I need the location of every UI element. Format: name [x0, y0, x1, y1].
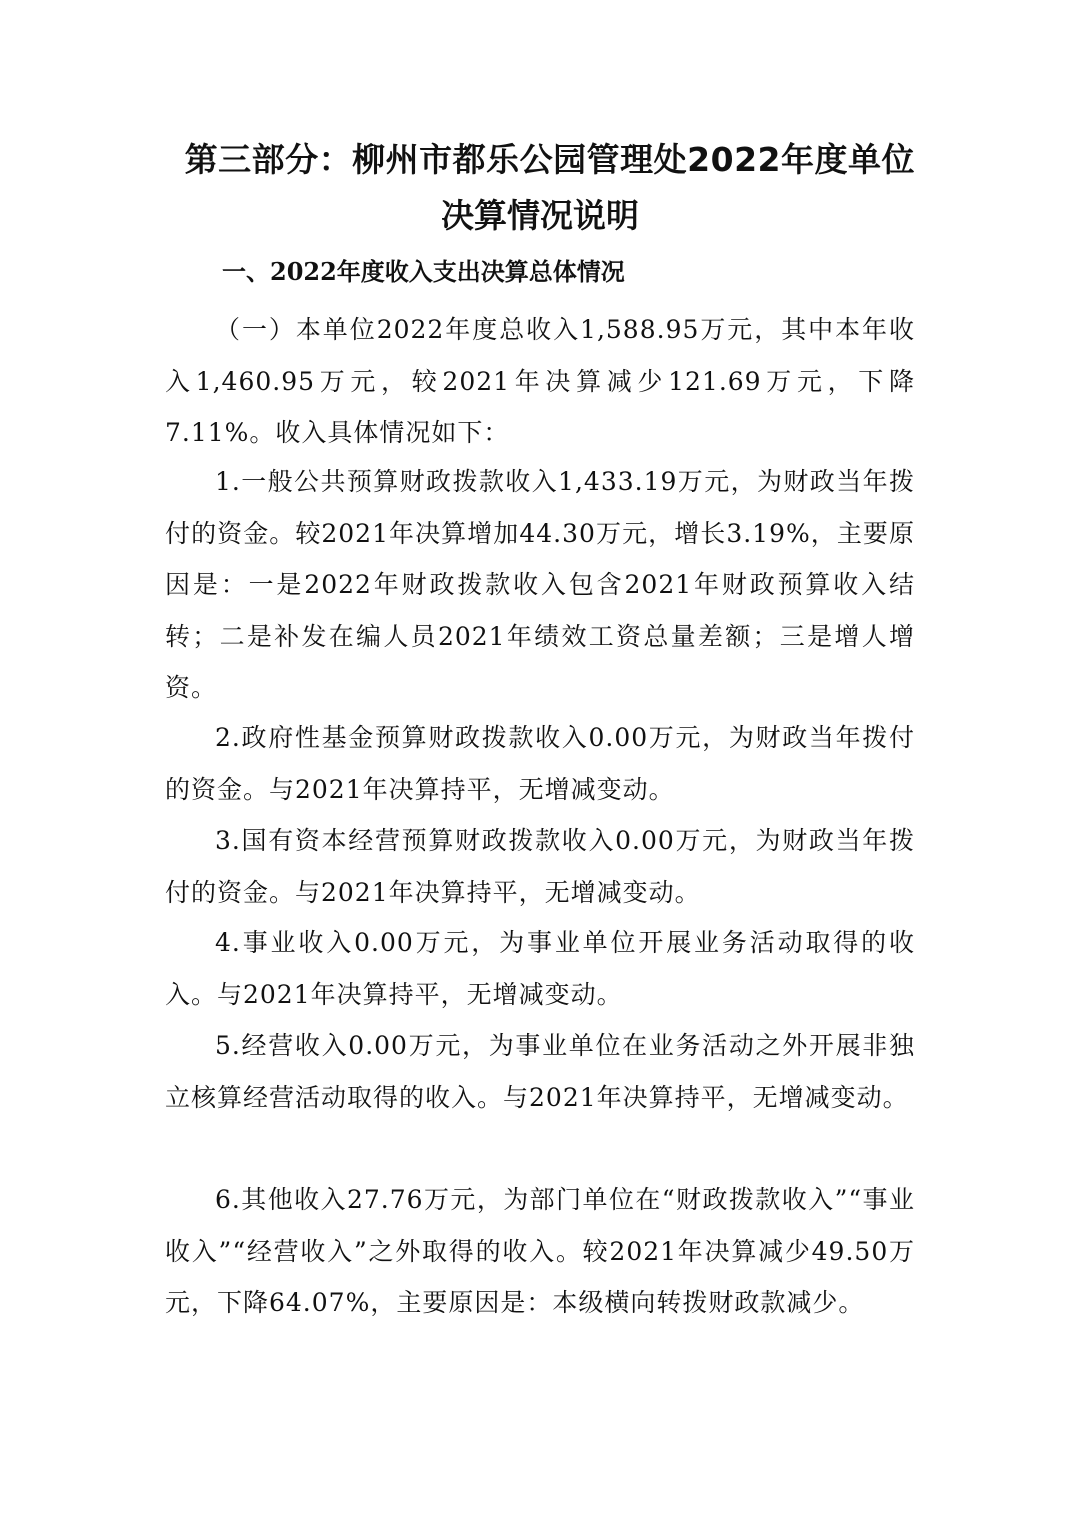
paragraph-government-fund-income: 2.政府性基金预算财政拨款收入0.00万元，为财政当年拨付的资金。与2021年决算持平，无增减变动。 [165, 723, 915, 804]
paragraph-other-income: 6.其他收入27.76万元，为部门单位在“财政拨款收入”“事业收入”“经营收入”之外取得的收入。较2021年决算减少49.50万元，下降64.07%，主要原因是：本级横向转拨财政款减少。 [165, 1185, 915, 1317]
paragraph-general-budget-income: 1.一般公共预算财政拨款收入1,433.19万元，为财政当年拨付的资金。较2021年决算增加44.30万元，增长3.19%，主要原因是：一是2022年财政拨款收入包含2021年财政预算收入结转；二是补发在编人员2021年绩效工资总量差额；三是增人增资。 [165, 467, 915, 702]
document-title-line1: 第三部分：柳州市都乐公园管理处2022年度单位 [184, 140, 915, 179]
paragraph-business-income: 4.事业收入0.00万元，为事业单位开展业务活动取得的收入。与2021年决算持平，无增减变动。 [165, 928, 915, 1009]
section-heading: 一、2022年度收入支出决算总体情况 [222, 257, 625, 286]
paragraph-state-capital-income: 3.国有资本经营预算财政拨款收入0.00万元，为财政当年拨付的资金。与2021年决算持平，无增减变动。 [165, 826, 915, 907]
document-title-line2: 决算情况说明 [441, 196, 639, 235]
paragraph-operating-income: 5.经营收入0.00万元，为事业单位在业务活动之外开展非独立核算经营活动取得的收入。与2021年决算持平，无增减变动。 [165, 1031, 915, 1112]
paragraph-total-income: （一）本单位2022年度总收入1,588.95万元，其中本年收入1,460.95万元，较2021年决算减少121.69万元，下降7.11%。收入具体情况如下： [165, 315, 915, 447]
